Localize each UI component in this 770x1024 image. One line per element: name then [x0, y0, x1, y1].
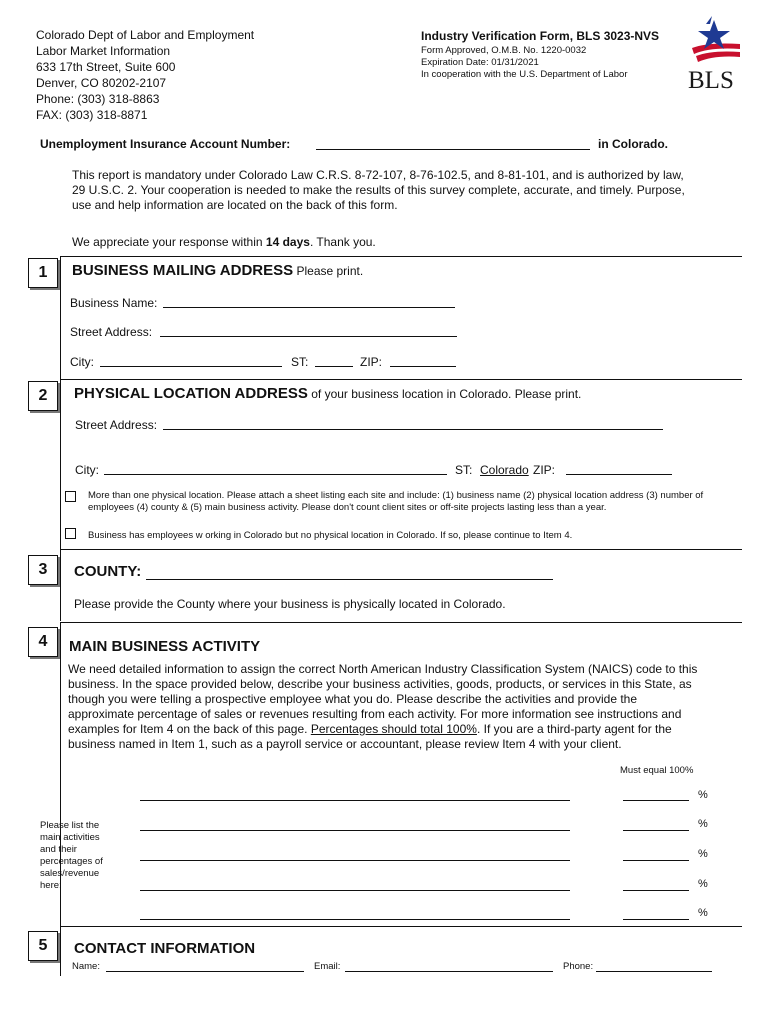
phys-st-label: ST: [455, 463, 473, 477]
multiple-locations-checkbox[interactable] [65, 491, 76, 502]
appreciate-days: 14 days [265, 235, 310, 249]
section1-rule-left [60, 256, 61, 382]
mail-street-input[interactable] [160, 336, 457, 337]
agency-fax: FAX: (303) 318-8871 [36, 108, 148, 122]
main-activity-instructions [68, 662, 698, 752]
appreciate-note [72, 235, 376, 249]
percentages-total-note: Percentages should total 100% [310, 722, 477, 736]
mandatory-statement: This report is mandatory under Colorado Law C.R.S. 8-72-107, 8-76-102.5, and 8-81-101, and is authorized by law, 29 U.S.C. 2. Your cooperation is needed to make the results of this survey complete, accurate, and timely. Purpose, use and help information are located on the back of this form. [72, 168, 685, 212]
section1-subtitle: Please print. [293, 264, 364, 278]
must-equal-note: Must equal 100% [620, 765, 694, 776]
section2-title: PHYSICAL LOCATION ADDRESS [74, 385, 308, 402]
no-physical-location-checkbox[interactable] [65, 528, 76, 539]
bls-star-icon [686, 14, 746, 64]
percent-input-1[interactable] [623, 800, 689, 801]
section1-title: BUSINESS MAILING ADDRESS [72, 262, 294, 279]
phys-zip-label: ZIP: [533, 463, 556, 477]
contact-name-input[interactable] [106, 971, 304, 972]
mail-zip-input[interactable] [390, 366, 456, 367]
agency-division: Labor Market Information [36, 44, 171, 58]
contact-phone-input[interactable] [596, 971, 712, 972]
percent-sign-4: % [698, 878, 708, 890]
business-name-label: Business Name: [70, 296, 158, 310]
bls-logo-text: BLS [688, 67, 734, 94]
section3-number: 3 [28, 555, 58, 585]
contact-email-label: Email: [314, 961, 341, 972]
mail-street-label: Street Address: [70, 325, 153, 339]
section4-rule [60, 622, 742, 623]
section2-number: 2 [28, 381, 58, 411]
section2-heading [74, 385, 581, 403]
section1-rule [60, 256, 742, 257]
phys-city-label: City: [75, 463, 99, 477]
form-cooperation: In cooperation with the U.S. Department of Labor [421, 69, 628, 80]
contact-name-label: Name: [72, 961, 100, 972]
section2-rule [60, 379, 742, 380]
section1-number: 1 [28, 258, 58, 288]
no-physical-location-text: Business has employees w orking in Colorado but no physical location in Colorado. If so, please continue to Item 4. [88, 530, 573, 541]
agency-name: Colorado Dept of Labor and Employment [36, 28, 255, 42]
section5-rule-left [60, 926, 61, 976]
section2-subtitle: of your business location in Colorado. Please print. [307, 387, 582, 401]
activity-input-5[interactable] [140, 919, 570, 920]
form-expiration: Expiration Date: 01/31/2021 [421, 57, 539, 68]
phys-street-input[interactable] [163, 429, 663, 430]
mail-st-input[interactable] [315, 366, 353, 367]
activity-input-3[interactable] [140, 860, 570, 861]
contact-phone-label: Phone: [563, 961, 594, 972]
phys-city-input[interactable] [104, 474, 447, 475]
section5-title: CONTACT INFORMATION [74, 940, 256, 957]
percent-input-5[interactable] [623, 919, 689, 920]
percent-sign-3: % [698, 848, 708, 860]
business-name-input[interactable] [163, 307, 455, 308]
agency-phone: Phone: (303) 318-8863 [36, 92, 160, 106]
activity-input-1[interactable] [140, 800, 570, 801]
percent-sign-5: % [698, 907, 708, 919]
section3-rule-left [60, 549, 61, 621]
agency-city: Denver, CO 80202-2107 [36, 76, 167, 90]
percent-input-3[interactable] [623, 860, 689, 861]
main-activity-para-post: . If you are a third-party agent for the business named in Item 1, such as a payroll service or accountant, please review Item 4 with your client. [68, 722, 672, 751]
section5-rule [60, 926, 742, 927]
form-approved: Form Approved, O.M.B. No. 1220-0032 [421, 45, 587, 56]
form-header [421, 29, 659, 81]
mail-city-input[interactable] [100, 366, 282, 367]
appreciate-pre: We appreciate your response within [72, 235, 266, 249]
percent-sign-1: % [698, 789, 708, 801]
section5-number: 5 [28, 931, 58, 961]
ui-account-label: Unemployment Insurance Account Number: [40, 137, 291, 151]
main-activity-para-pre: We need detailed information to assign the correct North American Industry Classification System (NAICS) code to this business. In the space provided below, describe your business activities, goods, products, or services in this State, as though you were telling a prospective employee what you do. Please describe the activities and provide the approximate percentage of sales or revenues resulting from each activity. For more information see instructions and examples for Item 4 on the back of this page. [68, 662, 698, 736]
agency-address [36, 27, 254, 123]
appreciate-post: . Thank you. [309, 235, 376, 249]
bls-logo [686, 14, 746, 94]
activity-input-4[interactable] [140, 890, 570, 891]
phys-street-label: Street Address: [75, 418, 158, 432]
contact-email-input[interactable] [345, 971, 553, 972]
agency-street: 633 17th Street, Suite 600 [36, 60, 176, 74]
section4-number: 4 [28, 627, 58, 657]
county-note: Please provide the County where your business is physically located in Colorado. [74, 597, 506, 611]
phys-zip-input[interactable] [566, 474, 672, 475]
phys-st-value: Colorado [480, 463, 529, 477]
section4-title: MAIN BUSINESS ACTIVITY [69, 638, 261, 655]
activity-input-2[interactable] [140, 830, 570, 831]
mail-city-label: City: [70, 355, 94, 369]
county-label: COUNTY: [74, 563, 142, 580]
section2-rule-left [60, 379, 61, 549]
multiple-locations-text: More than one physical location. Please attach a sheet listing each site and include: (1) business name (2) physical location address (3) number of employees (4) county & (5) main business activity. Please don't count client sites or off-site projects lasting less than a year. [88, 490, 704, 513]
percent-sign-2: % [698, 818, 708, 830]
county-input[interactable] [146, 579, 553, 580]
form-title: Industry Verification Form, BLS 3023-NVS [421, 29, 660, 43]
percent-input-4[interactable] [623, 890, 689, 891]
ui-account-suffix: in Colorado. [598, 137, 668, 151]
activities-side-label: Please list the main activities and their percentages of sales/revenue here: [40, 820, 103, 891]
section1-heading [72, 262, 363, 280]
mail-st-label: ST: [291, 355, 309, 369]
mail-zip-label: ZIP: [360, 355, 383, 369]
ui-account-input[interactable] [316, 149, 590, 150]
section3-rule [60, 549, 742, 550]
percent-input-2[interactable] [623, 830, 689, 831]
